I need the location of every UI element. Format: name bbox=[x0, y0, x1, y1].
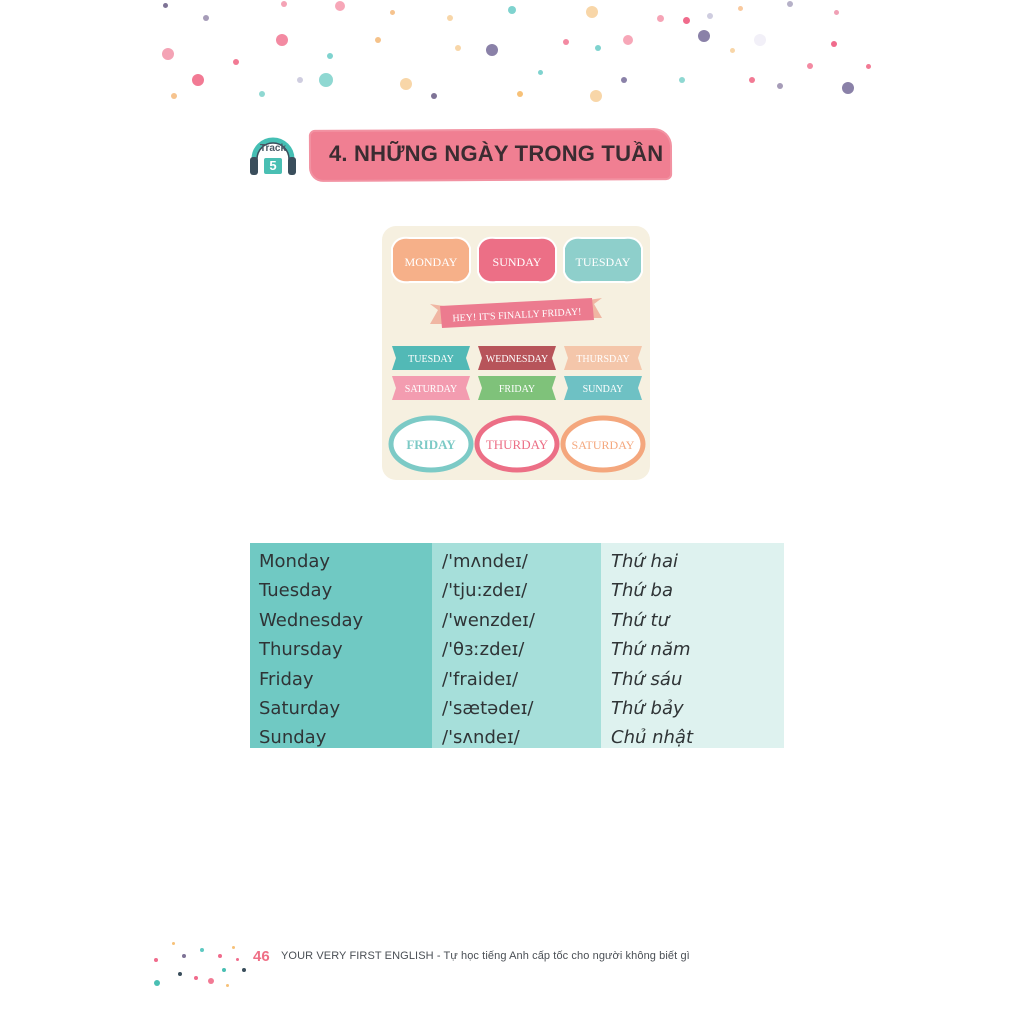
column-pronunciation bbox=[432, 543, 601, 748]
meaning-cell: Thứ hai bbox=[611, 551, 678, 572]
confetti-dot bbox=[400, 78, 412, 90]
confetti-dot bbox=[590, 90, 602, 102]
confetti-dot bbox=[192, 74, 204, 86]
footer-dot bbox=[218, 954, 222, 958]
word-cell: Friday bbox=[259, 668, 314, 690]
ipa-cell: /'mʌndeɪ/ bbox=[442, 551, 528, 572]
confetti-dot bbox=[276, 34, 288, 46]
word-cell: Thursday bbox=[259, 639, 343, 661]
confetti-dot bbox=[683, 17, 690, 24]
footer-dot bbox=[154, 958, 158, 962]
confetti-dot bbox=[319, 73, 333, 87]
confetti-dot bbox=[162, 48, 174, 60]
illus-label-banner: HEY! IT'S FINALLY FRIDAY! bbox=[452, 306, 582, 325]
illus-label-b3: SATURDAY bbox=[571, 438, 635, 452]
confetti-dot bbox=[233, 59, 239, 65]
confetti-dot bbox=[375, 37, 381, 43]
confetti-dot bbox=[163, 3, 168, 8]
word-cell: Tuesday bbox=[259, 580, 333, 602]
confetti-dot bbox=[431, 93, 437, 99]
illus-label-r2b: FRIDAY bbox=[498, 384, 536, 395]
footer-dot bbox=[154, 980, 160, 986]
vocabulary-table bbox=[250, 543, 784, 748]
ipa-cell: /'fraideɪ/ bbox=[442, 668, 519, 690]
confetti-dot bbox=[486, 44, 498, 56]
footer-dot bbox=[200, 948, 204, 952]
word-cell: Wednesday bbox=[259, 609, 364, 631]
meaning-cell: Thứ sáu bbox=[611, 668, 683, 690]
confetti-dot bbox=[866, 64, 871, 69]
confetti-dot bbox=[281, 1, 287, 7]
page-number: 46 bbox=[253, 948, 270, 965]
column-word bbox=[250, 543, 432, 748]
word-cell: Monday bbox=[259, 551, 331, 572]
confetti-dot bbox=[787, 1, 793, 7]
illus-label-r1b: WEDNESDAY bbox=[485, 354, 549, 365]
confetti-dot bbox=[563, 39, 569, 45]
illus-label-b2: THURDAY bbox=[485, 437, 549, 452]
meaning-cell: Thứ ba bbox=[611, 580, 673, 602]
confetti-dot bbox=[455, 45, 461, 51]
confetti-dot bbox=[621, 77, 627, 83]
illus-label-sunday: SUNDAY bbox=[492, 255, 542, 269]
footer-text: YOUR VERY FIRST ENGLISH - Tự học tiếng Anh cấp tốc cho người không biết gì bbox=[281, 950, 690, 962]
illus-label-r2a: SATURDAY bbox=[404, 384, 458, 395]
column-meaning bbox=[601, 543, 784, 748]
footer-dots-decoration bbox=[150, 938, 250, 990]
meaning-cell: Thứ tư bbox=[611, 609, 669, 631]
ipa-cell: /'wenzdeɪ/ bbox=[442, 609, 535, 631]
confetti-dot bbox=[707, 13, 713, 19]
confetti-dot bbox=[390, 10, 395, 15]
track-number: 5 bbox=[264, 158, 282, 174]
ipa-cell: /'θɜːzdeɪ/ bbox=[442, 639, 525, 661]
confetti-dot bbox=[807, 63, 813, 69]
confetti-dot bbox=[754, 34, 766, 46]
meaning-cell: Thứ bảy bbox=[611, 697, 684, 719]
confetti-dot bbox=[730, 48, 735, 53]
illus-label-tuesday: TUESDAY bbox=[575, 255, 631, 269]
confetti-dot bbox=[834, 10, 839, 15]
footer-dot bbox=[178, 972, 182, 976]
confetti-dot bbox=[538, 70, 543, 75]
confetti-dot bbox=[203, 15, 209, 21]
ipa-cell: /'sʌndeɪ/ bbox=[442, 727, 520, 749]
confetti-dot bbox=[586, 6, 598, 18]
confetti-dot bbox=[738, 6, 743, 11]
illus-label-r1a: TUESDAY bbox=[408, 354, 454, 365]
page-title: 4. NHỮNG NGÀY TRONG TUẦN bbox=[329, 141, 664, 166]
days-of-week-illustration bbox=[382, 226, 650, 480]
footer-dot bbox=[182, 954, 186, 958]
footer-dot bbox=[226, 984, 229, 987]
word-cell: Sunday bbox=[259, 727, 327, 749]
ipa-cell: /'tju:zdeɪ/ bbox=[442, 580, 528, 602]
illus-label-b1: FRIDAY bbox=[406, 437, 456, 452]
footer-dot bbox=[242, 968, 246, 972]
confetti-dot bbox=[259, 91, 265, 97]
confetti-dot bbox=[447, 15, 453, 21]
track-label: Track bbox=[259, 143, 287, 154]
illus-label-r1c: THURSDAY bbox=[576, 354, 630, 365]
footer-dot bbox=[232, 946, 235, 949]
confetti-decoration bbox=[0, 0, 1024, 110]
meaning-cell: Chủ nhật bbox=[611, 727, 694, 749]
confetti-dot bbox=[595, 45, 601, 51]
confetti-dot bbox=[777, 83, 783, 89]
footer-dot bbox=[236, 958, 239, 961]
confetti-dot bbox=[508, 6, 516, 14]
confetti-dot bbox=[679, 77, 685, 83]
confetti-dot bbox=[749, 77, 755, 83]
confetti-dot bbox=[842, 82, 854, 94]
confetti-dot bbox=[335, 1, 345, 11]
confetti-dot bbox=[327, 53, 333, 59]
confetti-dot bbox=[657, 15, 664, 22]
illus-label-r2c: SUNDAY bbox=[582, 384, 624, 395]
illus-label-monday: MONDAY bbox=[404, 255, 458, 269]
ipa-cell: /'sætədeɪ/ bbox=[442, 697, 534, 719]
footer-dot bbox=[222, 968, 226, 972]
confetti-dot bbox=[171, 93, 177, 99]
confetti-dot bbox=[831, 41, 837, 47]
confetti-dot bbox=[297, 77, 303, 83]
confetti-dot bbox=[517, 91, 523, 97]
footer-dot bbox=[194, 976, 198, 980]
confetti-dot bbox=[623, 35, 633, 45]
footer-dot bbox=[172, 942, 175, 945]
confetti-dot bbox=[698, 30, 710, 42]
word-cell: Saturday bbox=[259, 697, 341, 719]
footer-dot bbox=[208, 978, 214, 984]
meaning-cell: Thứ năm bbox=[611, 639, 691, 661]
